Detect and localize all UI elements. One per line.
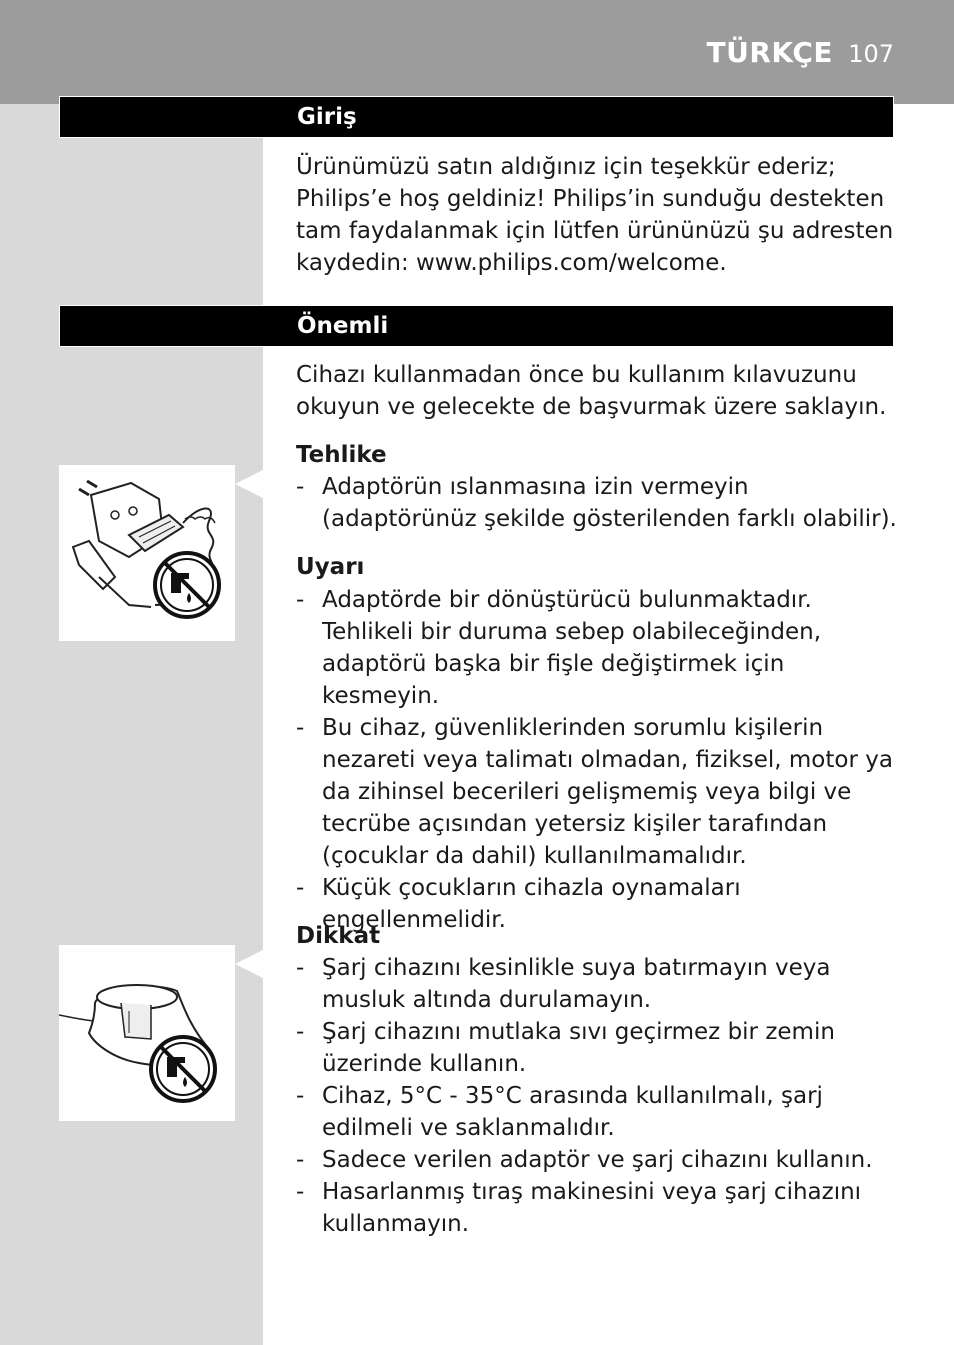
list-item: - Şarj cihazını mutlaka sıvı geçirmez bir zemin üzerinde kullanın. <box>296 1019 835 1077</box>
illustration-pointer <box>235 950 263 978</box>
list-item: - Küçük çocukların cihazla oynamaları engellenmelidir. <box>296 875 741 933</box>
list-item: - Bu cihaz, güvenliklerinden sorumlu kişilerin nezareti veya talimatı olmadan, fiziksel, motor ya da zihinsel becerileri gelişmemiş veya bilgi ve tecrübe açısından yetersiz kişiler tarafından (çocuklar da dahil) kullanılmamalıdır. <box>296 715 893 869</box>
section-header-intro <box>59 96 894 138</box>
danger-heading: Tehlike <box>296 442 387 468</box>
list-item: - Hasarlanmış tıraş makinesini veya şarj cihazını kullanmayın. <box>296 1179 862 1237</box>
list-item: - Adaptörün ıslanmasına izin vermeyin (adaptörünüz şekilde gösterilenden farklı olabilir). <box>296 474 897 532</box>
language-title: TÜRKÇE <box>706 36 833 69</box>
danger-list <box>296 471 902 535</box>
important-paragraph: Cihazı kullanmadan önce bu kullanım kılavuzunu okuyun ve gelecekte de başvurmak üzere saklayın. <box>296 362 887 420</box>
side-margin-band <box>0 104 263 1345</box>
list-item: - Cihaz, 5°C - 35°C arasında kullanılmalı, şarj edilmeli ve saklanmalıdır. <box>296 1083 823 1141</box>
warning-heading: Uyarı <box>296 554 365 580</box>
illustration-pointer <box>235 470 263 498</box>
section-title-intro: Giriş <box>297 104 357 130</box>
adapter-no-water-icon <box>59 465 235 641</box>
warning-list <box>296 584 902 936</box>
intro-paragraph: Ürünümüzü satın aldığınız için teşekkür ederiz; Philips’e hoş geldiniz! Philips’in sunduğu destekten tam faydalanmak için lütfen ürününüzü şu adresten kaydedin: www.philips.com/welcome. <box>296 154 894 276</box>
caution-list <box>296 952 902 1240</box>
list-item: - Sadece verilen adaptör ve şarj cihazını kullanın. <box>296 1147 873 1173</box>
charger-no-water-icon <box>59 945 235 1121</box>
list-item: - Şarj cihazını kesinlikle suya batırmayın veya musluk altında durulamayın. <box>296 955 831 1013</box>
list-item: - Adaptörde bir dönüştürücü bulunmaktadır. Tehlikeli bir duruma sebep olabileceğinden, adaptörü başka bir fişle değiştirmek için kesmeyin. <box>296 587 822 709</box>
caution-heading: Dikkat <box>296 923 381 949</box>
page-number: 107 <box>848 40 894 68</box>
section-header-important <box>59 305 894 347</box>
section-title-important: Önemli <box>297 313 389 339</box>
